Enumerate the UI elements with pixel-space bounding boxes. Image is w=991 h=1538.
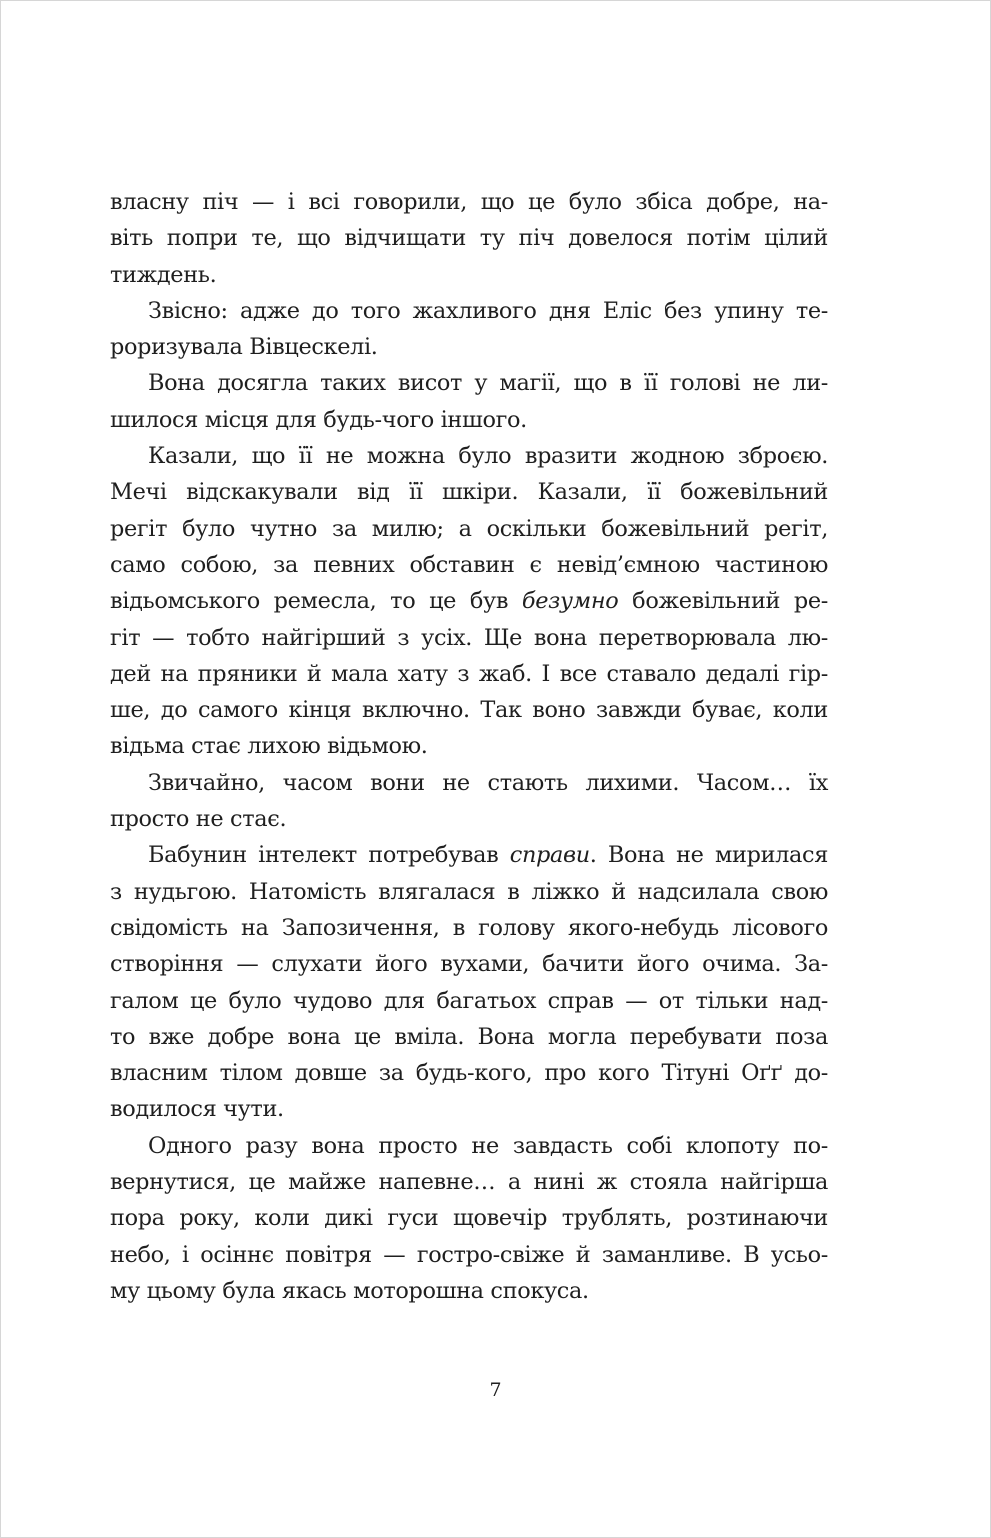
text-segment: божевільний ре-: [618, 588, 828, 615]
text-line: вернутися, це майже напевне… а нині ж стояла найгірша: [110, 1169, 828, 1196]
text-line: свідомість на Запозичення, в голову якого-небудь лісового: [110, 914, 828, 941]
text-line: само собою, за певних обставин є невід’ємною частиною: [110, 551, 828, 578]
text-line: віть попри те, що відчищати ту піч довелося потім цілий: [110, 225, 828, 252]
text-line: регіт було чутно за милю; а оскільки божевільний регіт,: [110, 515, 828, 542]
text-line: ше, до самого кінця включно. Так воно завжди буває, коли: [110, 697, 828, 724]
text-line: дей на пряники й мала хату з жаб. І все ставало дедалі гір-: [110, 660, 828, 687]
text-segment: Бабунин інтелект потребував: [148, 842, 510, 869]
text-line: Мечі відскакували від її шкіри. Казали, її божевільний: [110, 479, 828, 506]
text-line: Казали, що її не можна було вразити жодною зброєю.: [148, 443, 828, 470]
text-line: Вона досягла таких висот у магії, що в її голові не ли-: [148, 370, 828, 397]
text-line: Звичайно, часом вони не стають лихими. Часом… їх: [148, 769, 828, 796]
text-line: створіння — слухати його вухами, бачити його очима. За-: [110, 951, 828, 978]
text-line: то вже добре вона це вміла. Вона могла перебувати поза: [110, 1023, 828, 1050]
text-line: галом це було чудово для багатьох справ — от тільки над-: [110, 987, 828, 1014]
emphasis-text: безумно: [521, 588, 619, 615]
text-segment: . Вона не мирилася: [589, 842, 828, 869]
text-line: власним тілом довше за будь-кого, про кого Тітуні Оґґ до-: [110, 1060, 828, 1087]
text-line: небо, і осіннє повітря — гостро-свіже й заманливе. В усьо-: [110, 1241, 828, 1268]
text-line: Одного разу вона просто не завдасть собі клопоту по-: [148, 1132, 828, 1159]
text-line: [110, 837, 828, 873]
text-line: роризувала Вівцескелі.: [110, 334, 378, 361]
text-line: з нудьгою. Натомість влягалася в ліжко й надсилала свою: [110, 878, 828, 905]
text-line: водилося чути.: [110, 1096, 284, 1123]
page-number: 7: [489, 1379, 502, 1401]
text-line: му цьому була якась моторошна спокуса.: [110, 1277, 589, 1304]
text-line: пора року, коли дикі гуси щовечір трублять, розтинаючи: [110, 1205, 828, 1232]
text-line: просто не стає.: [110, 806, 287, 833]
text-line: тиждень.: [110, 261, 217, 288]
body-text: [110, 184, 828, 1309]
text-line: Звісно: адже до того жахливого дня Еліс без упину те-: [148, 297, 828, 324]
text-line: [110, 583, 828, 619]
text-line: шилося місця для будь-чого іншого.: [110, 406, 527, 433]
text-line: відьма стає лихою відьмою.: [110, 733, 428, 760]
emphasis-text: справи: [509, 842, 590, 869]
text-line: гіт — тобто найгірший з усіх. Ще вона перетворювала лю-: [110, 624, 828, 651]
text-line: власну піч — і всі говорили, що це було збіса добре, на-: [110, 189, 828, 215]
text-segment: відьомського ремесла, то це був: [110, 588, 522, 615]
